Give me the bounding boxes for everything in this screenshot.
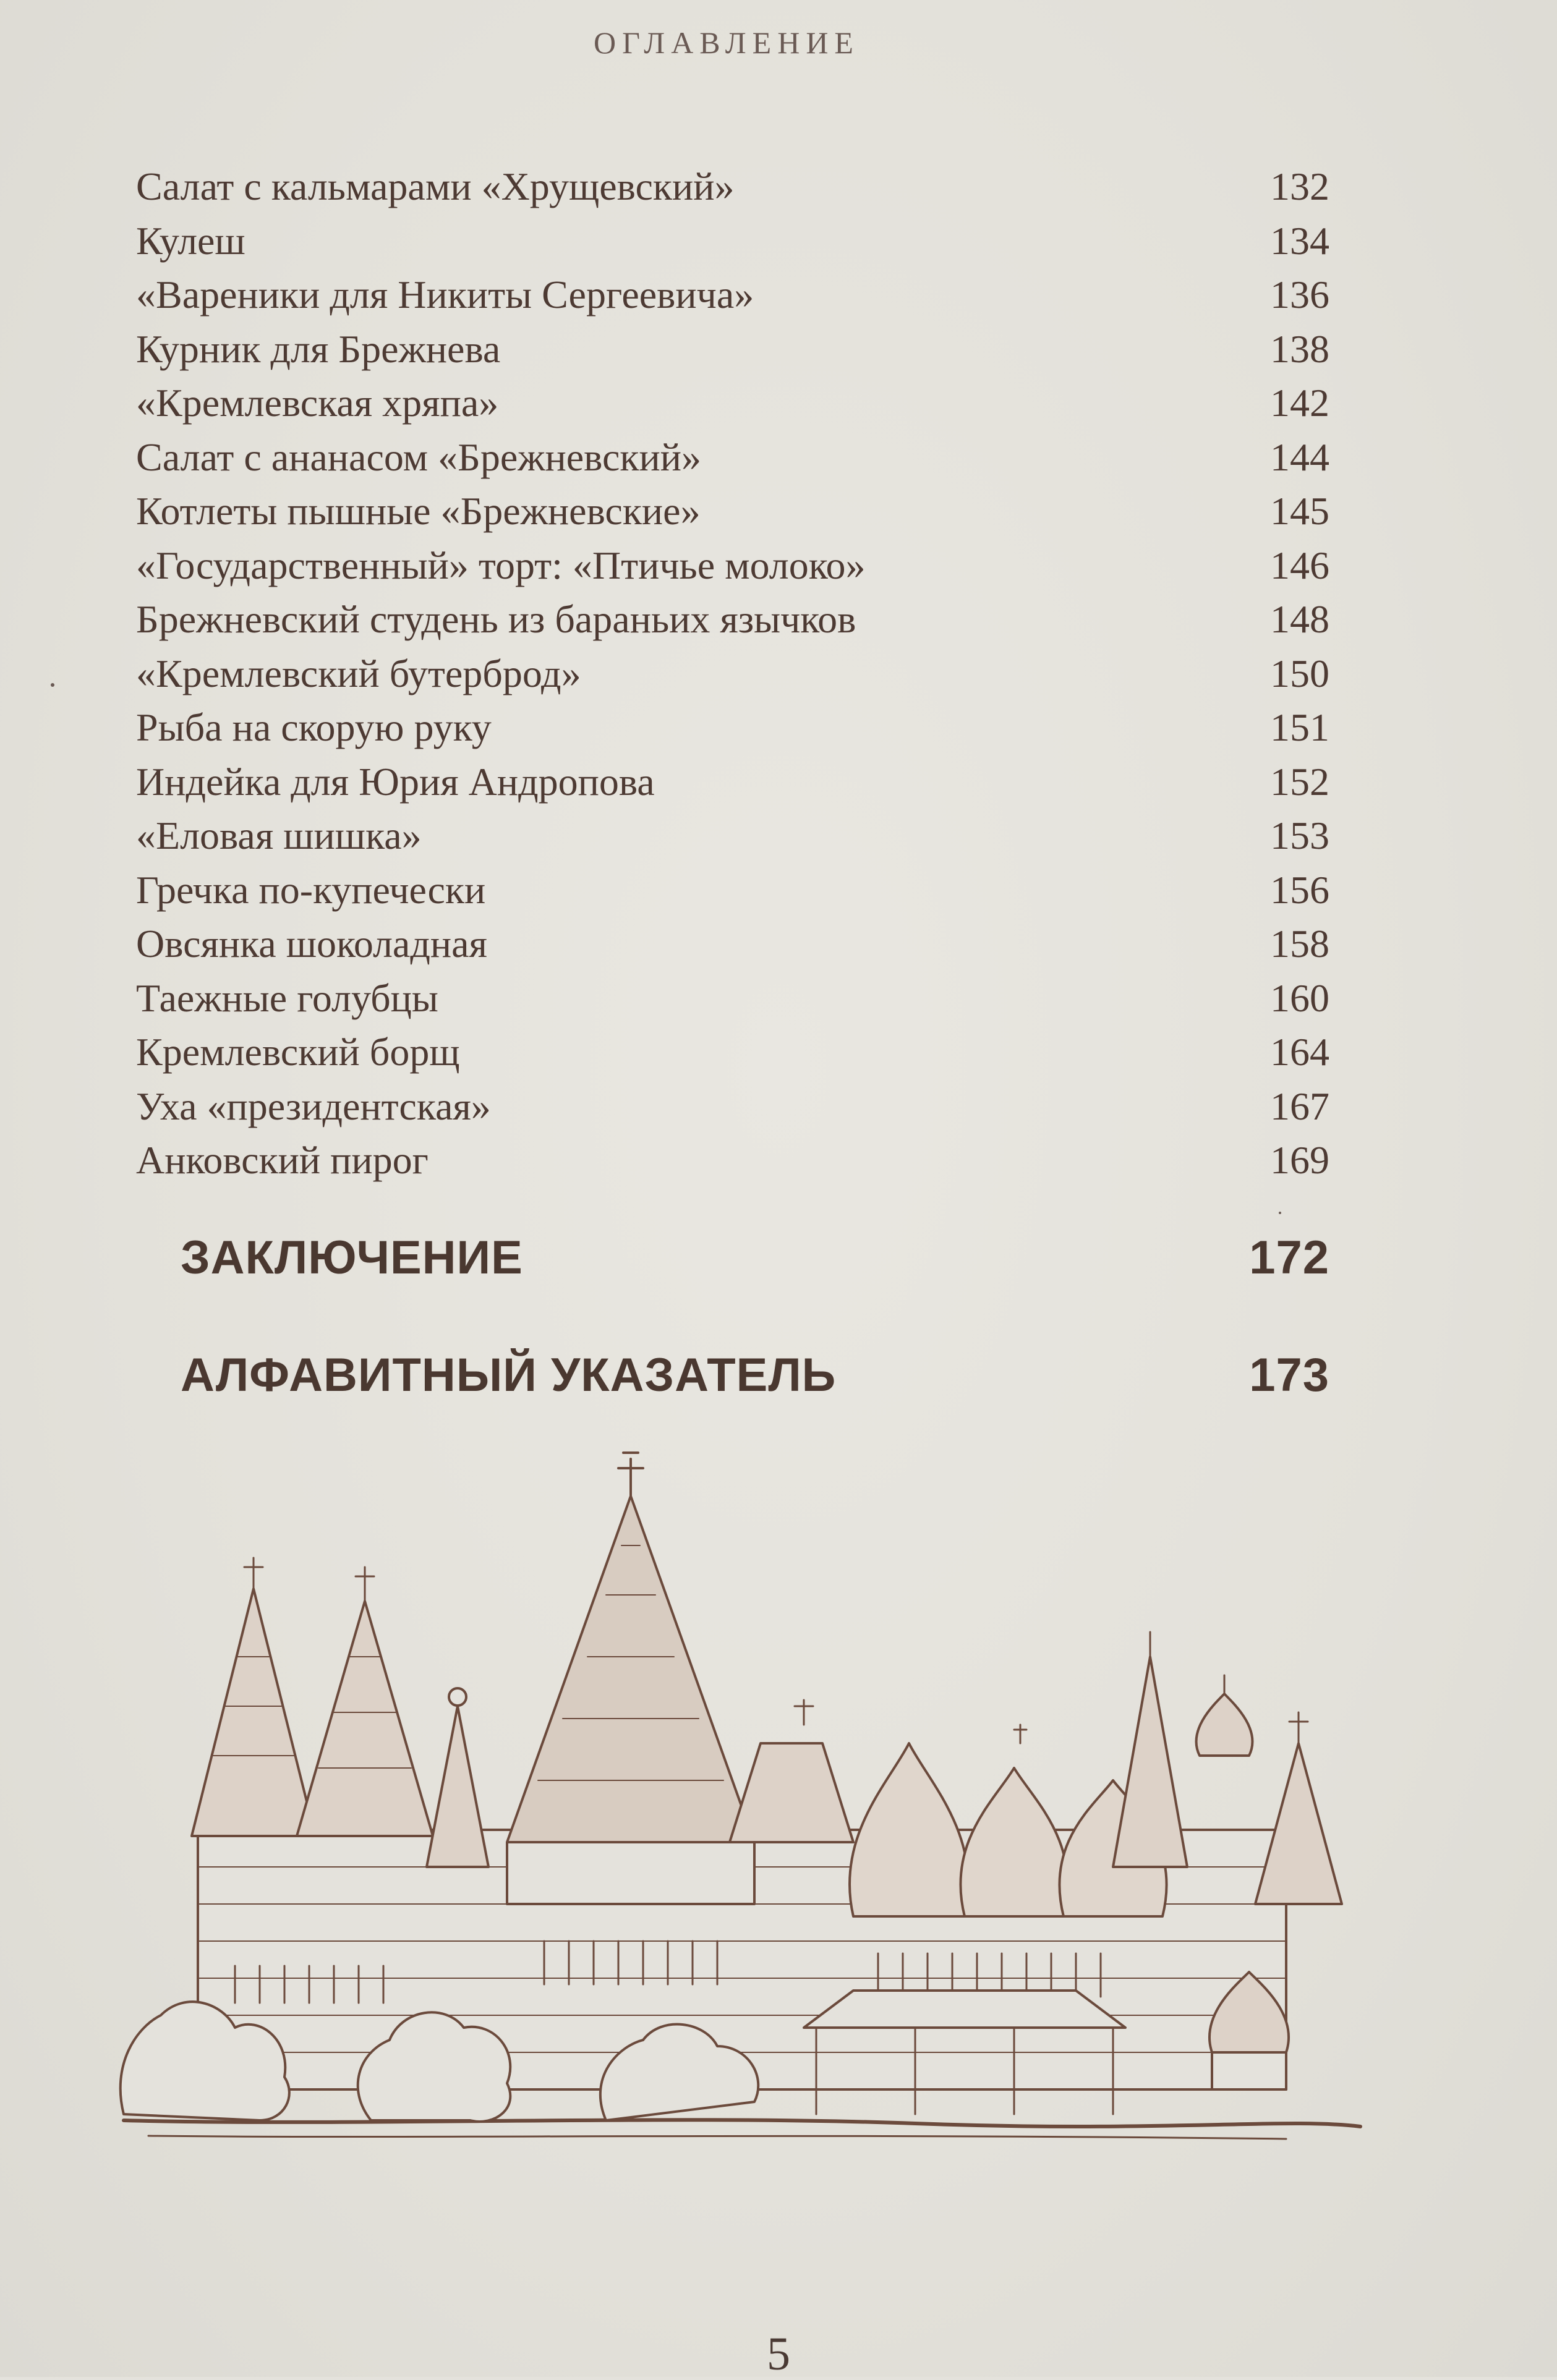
toc-entry-page: 153: [1270, 814, 1329, 857]
toc-entry-title: Салат с кальмарами «Хрущевский»: [136, 164, 735, 208]
toc-section-title: ЗАКЛЮЧЕНИЕ: [181, 1231, 523, 1284]
toc-entry-title: Брежневский студень из бараньих язычков: [136, 597, 856, 641]
toc-entry: [136, 647, 1329, 701]
toc-entry-title: Рыба на скорую руку: [136, 705, 492, 749]
toc-entry: [136, 484, 1329, 538]
running-head: ОГЛАВЛЕНИЕ: [594, 25, 860, 60]
toc-entry: [136, 214, 1329, 268]
toc-entry: [136, 376, 1329, 430]
toc-entry-page: 144: [1270, 435, 1329, 479]
toc-entry-page: 151: [1270, 705, 1329, 749]
toc-entry: [136, 809, 1329, 863]
page-number: 5: [767, 2328, 790, 2380]
toc-entry-title: Овсянка шоколадная: [136, 922, 487, 966]
toc-entry-page: 146: [1270, 543, 1329, 587]
toc-entry-page: 152: [1270, 759, 1329, 804]
toc-entry: [136, 1079, 1329, 1134]
toc-entry: [136, 538, 1329, 593]
toc-list: [136, 159, 1329, 1188]
toc-entry: [136, 268, 1329, 322]
toc-entry-page: 158: [1270, 922, 1329, 966]
toc-entry: [136, 592, 1329, 647]
toc-section-conclusion: [181, 1224, 1329, 1292]
toc-entry: [136, 755, 1329, 809]
toc-section-page: 173: [1249, 1349, 1329, 1401]
paper-speck: [51, 683, 54, 687]
toc-entry: [136, 159, 1329, 214]
toc-entry-page: 156: [1270, 867, 1329, 912]
toc-entry-page: 145: [1270, 489, 1329, 533]
toc-entry-title: «Вареники для Никиты Сергеевича»: [136, 273, 754, 317]
toc-entry-title: «Еловая шишка»: [136, 814, 422, 857]
toc-entry-title: Котлеты пышные «Брежневские»: [136, 489, 701, 533]
toc-entry-page: 134: [1270, 218, 1329, 263]
toc-entry-page: 138: [1270, 326, 1329, 371]
toc-entry: [136, 700, 1329, 755]
toc-entry-title: «Кремлевская хряпа»: [136, 381, 499, 425]
toc-entry-page: 132: [1270, 164, 1329, 208]
toc-entry-page: 167: [1270, 1084, 1329, 1128]
toc-entry: [136, 322, 1329, 376]
toc-entry-title: Анковский пирог: [136, 1138, 429, 1182]
toc-entry: [136, 1025, 1329, 1079]
paper-speck: [1279, 1212, 1281, 1214]
toc-section-title: АЛФАВИТНЫЙ УКАЗАТЕЛЬ: [181, 1349, 837, 1401]
toc-entry-title: Кремлевский борщ: [136, 1030, 460, 1074]
toc-entry-title: Индейка для Юрия Андропова: [136, 759, 655, 804]
toc-entry-title: «Кремлевский бутерброд»: [136, 651, 581, 695]
toc-entry-page: 148: [1270, 597, 1329, 641]
toc-entry: [136, 971, 1329, 1026]
toc-entry-title: Салат с ананасом «Брежневский»: [136, 435, 701, 479]
toc-entry-title: Таежные голубцы: [136, 975, 438, 1020]
toc-entry-page: 136: [1270, 273, 1329, 317]
toc-entry-title: Уха «президентская»: [136, 1084, 491, 1128]
toc-entry-page: 164: [1270, 1030, 1329, 1074]
toc-entry-page: 169: [1270, 1138, 1329, 1182]
toc-section-index: [181, 1341, 1329, 1409]
toc-entry-page: 142: [1270, 381, 1329, 425]
toc-entry-title: Гречка по-купечески: [136, 867, 486, 912]
toc-section-page: 172: [1249, 1231, 1329, 1284]
toc-entry-title: Курник для Брежнева: [136, 326, 501, 371]
toc-entry-page: 150: [1270, 651, 1329, 695]
toc-entry-title: «Государственный» торт: «Птичье молоко»: [136, 543, 866, 587]
palace-engraving-icon: [111, 1434, 1373, 2151]
toc-entry: [136, 430, 1329, 485]
toc-entry-title: Кулеш: [136, 218, 245, 263]
toc-entry: [136, 1133, 1329, 1188]
toc-entry: [136, 917, 1329, 971]
toc-entry: [136, 863, 1329, 917]
toc-entry-page: 160: [1270, 975, 1329, 1020]
